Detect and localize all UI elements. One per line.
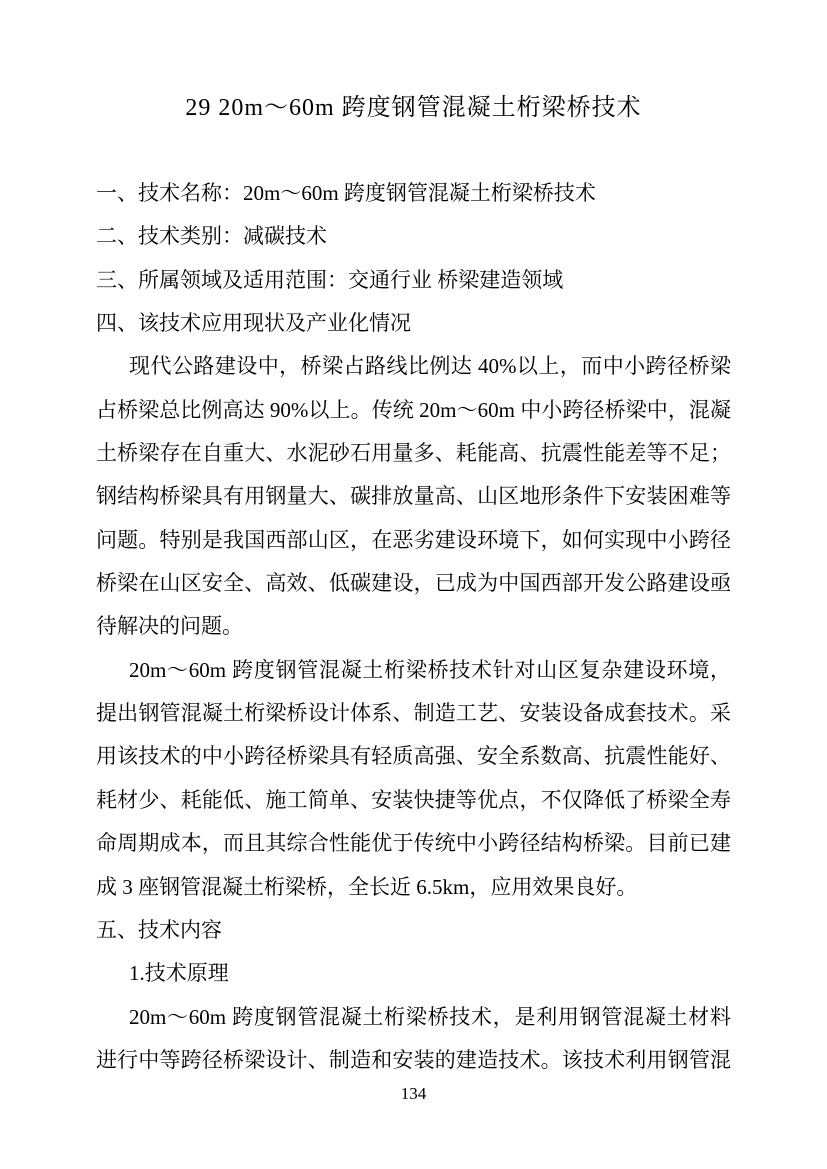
page-number: 134 — [400, 1084, 427, 1103]
text-line: 一、技术名称：20m～60m 跨度钢管混凝土桁梁桥技术 — [96, 181, 596, 205]
text-line: 20m～60m 跨度钢管混凝土桁梁桥技术，是利用钢管混凝土材料 — [129, 1004, 731, 1029]
text-line: 占桥梁总比例高达 90%以上。传统 20m～60m 中小跨径桥梁中，混凝 — [96, 397, 731, 422]
text-line: 五、技术内容 — [96, 917, 222, 942]
text-line: 待解决的问题。 — [96, 614, 243, 639]
text-line: 1.技术原理 — [129, 961, 229, 986]
heading — [96, 302, 731, 345]
text-line: 土桥梁存在自重大、水泥砂石用量多、耗能高、抗震性能差等不足； — [96, 441, 731, 466]
text-line: 桥梁在山区安全、高效、低碳建设，已成为中国西部开发公路建设亟 — [96, 571, 731, 596]
text-line: 三、所属领域及适用范围：交通行业 桥梁建造领域 — [96, 267, 564, 292]
paragraph — [96, 649, 731, 909]
text-line: 耗材少、耗能低、施工简单、安装快捷等优点，不仅降低了桥梁全寿 — [96, 787, 731, 812]
paragraph — [96, 345, 731, 648]
paragraph — [96, 996, 731, 1083]
text-line: 20m～60m 跨度钢管混凝土桁梁桥技术针对山区复杂建设环境， — [129, 657, 731, 682]
text-line: 四、该技术应用现状及产业化情况 — [96, 311, 411, 336]
heading — [96, 909, 731, 952]
subheading — [96, 952, 731, 995]
text-line: 用该技术的中小跨径桥梁具有轻质高强、安全系数高、抗震性能好、 — [96, 744, 731, 769]
text-line: 成 3 座钢管混凝土桁梁桥，全长近 6.5km，应用效果良好。 — [96, 874, 638, 899]
text-line: 进行中等跨径桥梁设计、制造和安装的建造技术。该技术利用钢管混 — [96, 1047, 731, 1072]
text-line: 二、技术类别：减碳技术 — [96, 224, 327, 249]
document-title: 29 20m～60m 跨度钢管混凝土桁梁桥技术 — [185, 95, 642, 121]
document-body — [96, 172, 731, 1082]
heading — [96, 172, 731, 215]
text-line: 钢结构桥梁具有用钢量大、碳排放量高、山区地形条件下安装困难等 — [96, 484, 731, 509]
text-line: 提出钢管混凝土桁梁桥设计体系、制造工艺、安装设备成套技术。采 — [96, 701, 731, 726]
heading — [96, 259, 731, 302]
heading — [96, 215, 731, 258]
text-line: 命周期成本，而且其综合性能优于传统中小跨径结构桥梁。目前已建 — [96, 831, 731, 856]
text-line: 问题。特别是我国西部山区，在恶劣建设环境下，如何实现中小跨径 — [96, 527, 731, 552]
text-line: 现代公路建设中，桥梁占路线比例达 40%以上，而中小跨径桥梁 — [129, 354, 731, 379]
